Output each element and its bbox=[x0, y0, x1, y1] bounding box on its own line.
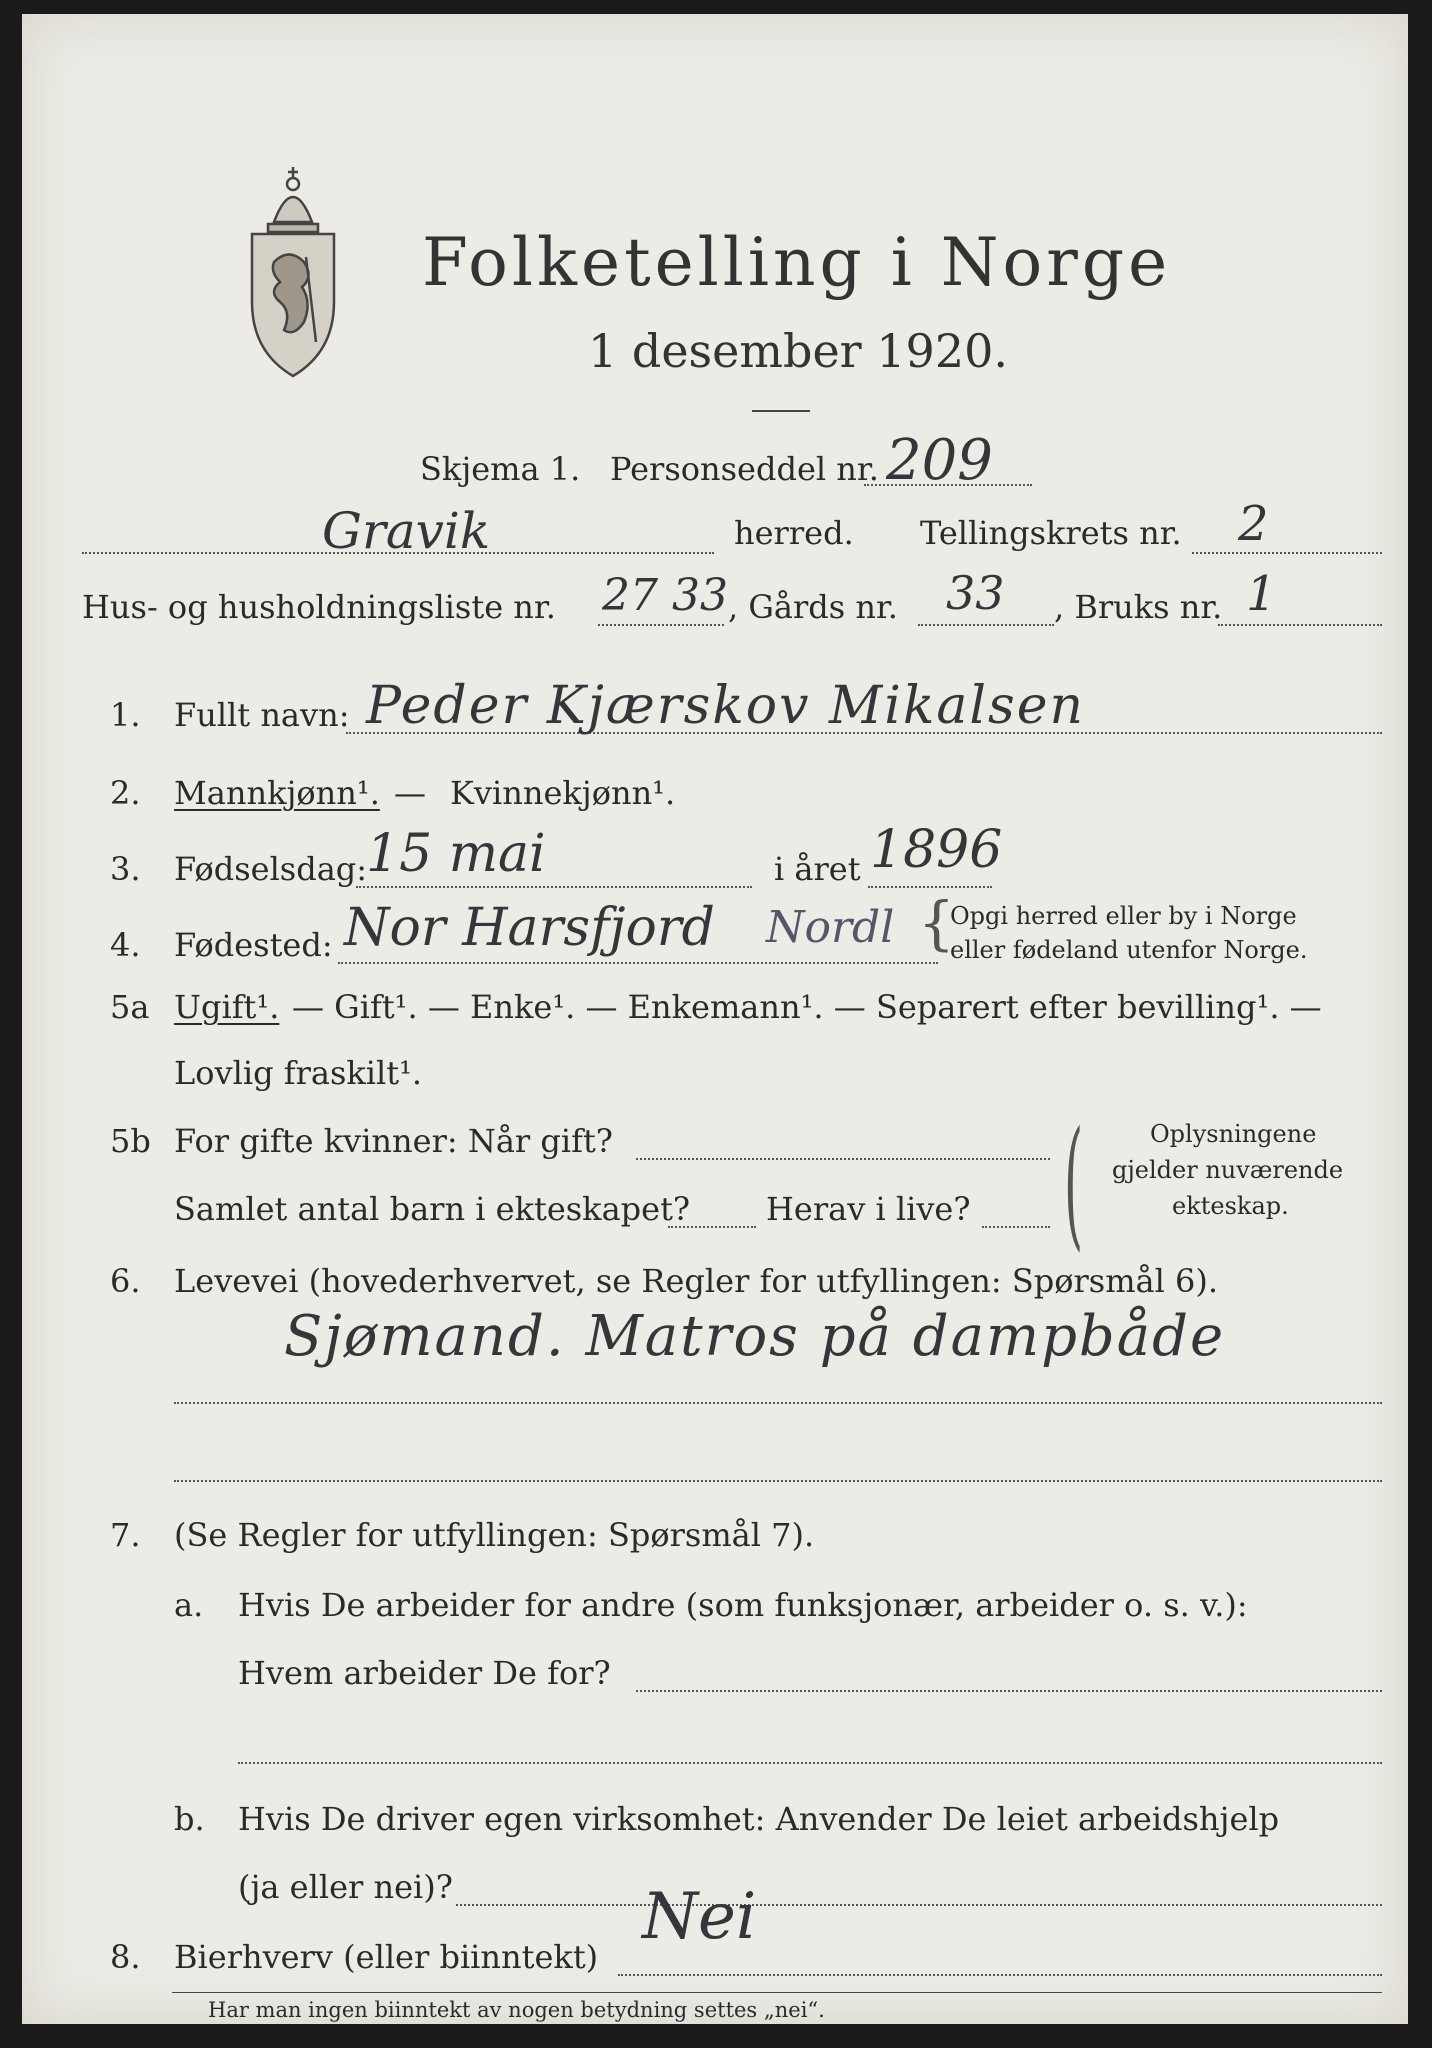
birthday-value[interactable]: 15 mai bbox=[366, 824, 546, 884]
full-name-value[interactable]: Peder Kjærskov Mikalsen bbox=[366, 676, 1085, 736]
footer-note: Har man ingen biinntekt av nogen betydning settes „nei“. bbox=[208, 1998, 825, 2022]
gards-label: , Gårds nr. bbox=[728, 588, 898, 626]
census-form-page bbox=[22, 14, 1408, 2024]
herred-label: herred. bbox=[734, 514, 854, 552]
q7-label: (Se Regler for utfyllingen: Spørsmål 7). bbox=[174, 1516, 815, 1554]
lovlig-fraskilt-option[interactable]: Lovlig fraskilt¹. bbox=[174, 1054, 423, 1092]
birthday-line bbox=[356, 886, 752, 888]
q8-label: Bierhverv (eller biinntekt) bbox=[174, 1938, 599, 1976]
civil-status-options[interactable]: — Gift¹. — Enke¹. — Enkemann¹. — Separert efter bevilling¹. — bbox=[292, 988, 1322, 1026]
gards-line bbox=[918, 624, 1054, 626]
q8-number: 8. bbox=[110, 1938, 141, 1976]
tellingskrets-line bbox=[1192, 552, 1382, 554]
q3-label: Fødselsdag: bbox=[174, 850, 368, 888]
birthplace-region-value[interactable]: Nordl bbox=[766, 902, 895, 953]
married-when-line[interactable] bbox=[636, 1158, 1050, 1160]
q7a-text: Hvis De arbeider for andre (som funksjonær, arbeider o. s. v.): bbox=[238, 1586, 1248, 1624]
husholdningsliste-line bbox=[598, 624, 724, 626]
q7b-text: Hvis De driver egen virksomhet: Anvender De leiet arbeidshjelp bbox=[238, 1800, 1280, 1838]
q1-label: Fullt navn: bbox=[174, 696, 350, 734]
birth-year-value[interactable]: 1896 bbox=[870, 820, 1003, 880]
marriage-note-brace: ( bbox=[1064, 1102, 1084, 1265]
husholdningsliste-label: Hus- og husholdningsliste nr. bbox=[82, 588, 556, 626]
q7b-letter: b. bbox=[174, 1800, 205, 1838]
q6-label: Levevei (hovederhvervet, se Regler for utfyllingen: Spørsmål 6). bbox=[174, 1262, 1219, 1300]
tellingskrets-label: Tellingskrets nr. bbox=[920, 514, 1182, 552]
q1-number: 1. bbox=[110, 696, 141, 734]
employer-line-1[interactable] bbox=[636, 1690, 1382, 1692]
q7-number: 7. bbox=[110, 1516, 141, 1554]
marriage-note-1: Oplysningene bbox=[1150, 1120, 1317, 1148]
side-income-line bbox=[618, 1974, 1382, 1976]
q4-number: 4. bbox=[110, 926, 141, 964]
q2-number: 2. bbox=[110, 774, 141, 812]
title-divider bbox=[752, 410, 810, 412]
q7a-letter: a. bbox=[174, 1586, 204, 1624]
footer-divider bbox=[172, 1992, 1382, 1993]
employer-label: Hvem arbeider De for? bbox=[238, 1654, 611, 1692]
marriage-note-2: gjelder nuværende bbox=[1112, 1156, 1344, 1184]
married-when-label: For gifte kvinner: Når gift? bbox=[174, 1122, 613, 1160]
q6-number: 6. bbox=[110, 1262, 141, 1300]
children-total-label: Samlet antal barn i ekteskapet? bbox=[174, 1190, 691, 1228]
hired-help-line[interactable] bbox=[456, 1904, 1382, 1906]
children-alive-line[interactable] bbox=[982, 1226, 1050, 1228]
birthplace-line bbox=[338, 962, 938, 964]
gender-separator: — bbox=[394, 774, 426, 812]
personseddel-value[interactable]: 209 bbox=[886, 428, 993, 493]
q5a-number: 5a bbox=[110, 988, 150, 1026]
occupation-line-1 bbox=[174, 1402, 1382, 1404]
q5b-number: 5b bbox=[110, 1122, 151, 1160]
q3-number: 3. bbox=[110, 850, 141, 888]
gards-value[interactable]: 33 bbox=[946, 566, 1005, 620]
skjema-label: Skjema 1. bbox=[420, 450, 581, 488]
bruks-line bbox=[1218, 624, 1382, 626]
norway-coat-of-arms-icon bbox=[244, 162, 342, 382]
husholdningsliste-value[interactable]: 27 33 bbox=[602, 570, 728, 621]
marriage-note-3: ekteskap. bbox=[1172, 1192, 1289, 1220]
employer-line-2[interactable] bbox=[238, 1762, 1382, 1764]
hired-help-label: (ja eller nei)? bbox=[238, 1868, 453, 1906]
children-total-line[interactable] bbox=[668, 1226, 756, 1228]
birthplace-note-brace: { bbox=[918, 889, 955, 957]
year-label: i året bbox=[774, 850, 861, 888]
male-option[interactable]: Mannkjønn¹. bbox=[174, 774, 380, 812]
side-income-value[interactable]: Nei bbox=[642, 1880, 757, 1954]
birthplace-note-1: Opgi herred eller by i Norge bbox=[950, 902, 1297, 930]
bruks-label: , Bruks nr. bbox=[1054, 588, 1223, 626]
children-alive-label: Herav i live? bbox=[766, 1190, 971, 1228]
bruks-value[interactable]: 1 bbox=[1246, 566, 1277, 622]
birthplace-note-2: eller fødeland utenfor Norge. bbox=[950, 936, 1308, 964]
q4-label: Fødested: bbox=[174, 926, 333, 964]
occupation-line-2 bbox=[174, 1480, 1382, 1482]
ugift-option[interactable]: Ugift¹. bbox=[174, 988, 280, 1026]
occupation-value[interactable]: Sjømand. Matros på dampbåde bbox=[284, 1304, 1226, 1369]
tellingskrets-value[interactable]: 2 bbox=[1238, 496, 1269, 552]
herred-value[interactable]: Gravik bbox=[322, 502, 491, 560]
personseddel-label: Personseddel nr. bbox=[610, 450, 879, 488]
birth-year-line bbox=[868, 886, 992, 888]
form-title: Folketelling i Norge bbox=[422, 224, 1172, 301]
birthplace-value[interactable]: Nor Harsfjord bbox=[344, 898, 715, 958]
female-option[interactable]: Kvinnekjønn¹. bbox=[450, 774, 676, 812]
census-date: 1 desember 1920. bbox=[588, 324, 1008, 378]
